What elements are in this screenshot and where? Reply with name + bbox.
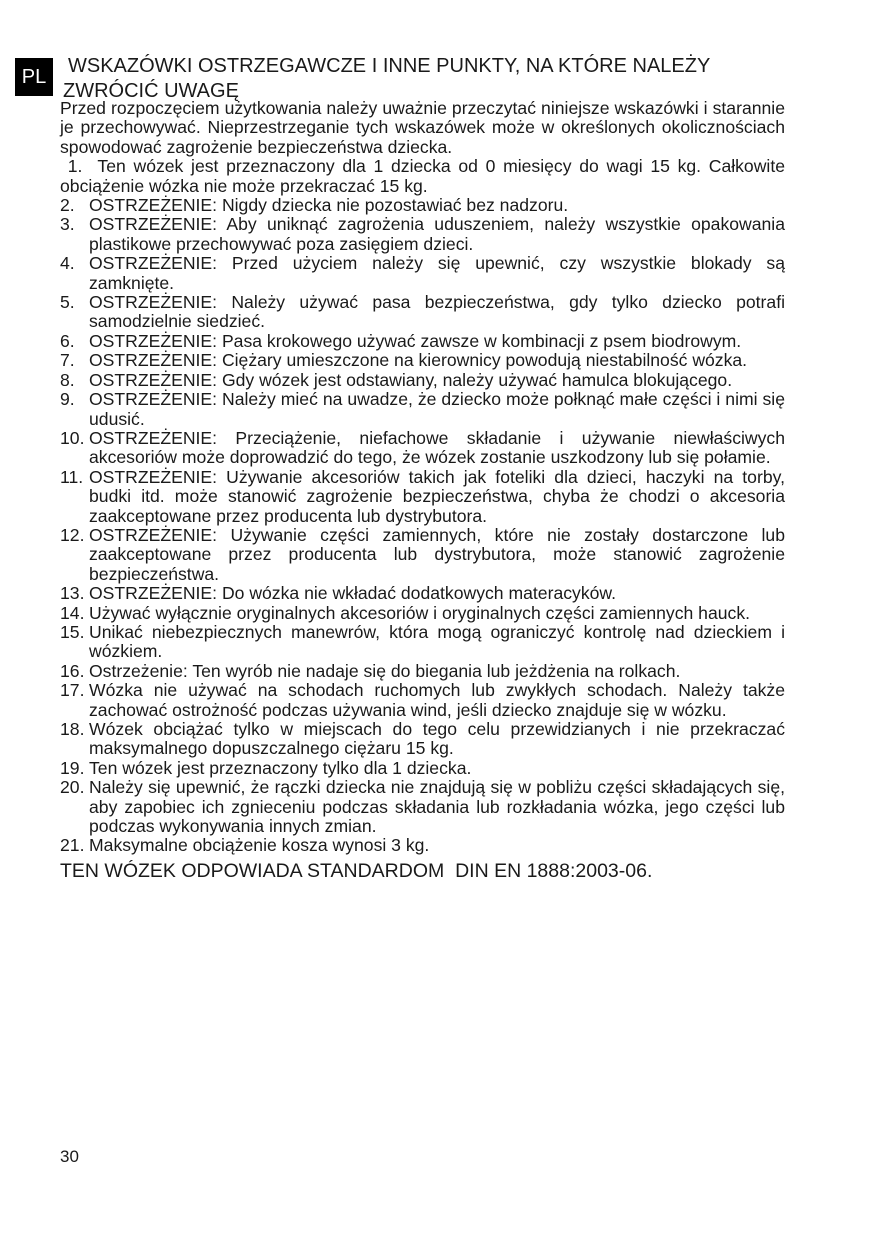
list-item-text: Używać wyłącznie oryginalnych akcesoriów i oryginalnych części zamiennych hauck. xyxy=(89,602,751,623)
list-item xyxy=(60,215,785,254)
list-item-number: 15. xyxy=(60,621,85,642)
list-item-number: 10. xyxy=(60,427,85,448)
page-number: 30 xyxy=(60,1147,79,1166)
list-item xyxy=(60,293,785,332)
list-item-text: Maksymalne obciążenie kosza wynosi 3 kg. xyxy=(89,835,430,856)
list-item-text: OSTRZEŻENIE: Przeciążenie, niefachowe składanie i używanie niewłaściwych akcesoriów może doprowadzić do tego, że wózek zostanie uszkodzony lub się połamie. xyxy=(89,427,785,468)
page-title xyxy=(63,54,803,104)
list-item xyxy=(60,390,785,429)
list-item-text: Wózka nie używać na schodach ruchomych lub zwykłych schodach. Należy także zachować ostrożność podczas używania wind, jeśli dziecko znajduje się w wózku. xyxy=(89,680,785,720)
intro-paragraph: Przed rozpoczęciem użytkowania należy uważnie przeczytać niniejsze wskazówki i starannie je przechowywać. Nieprzestrzeganie tych wskazówek może w określonych okolicznościach spowodować zagrożenie bezpieczeństwa dziecka. xyxy=(60,98,785,157)
standard-statement: TEN WÓZEK ODPOWIADA STANDARDOM DIN EN 1888:2003-06. xyxy=(60,859,653,882)
list-item xyxy=(60,604,785,623)
list-item-number: 5. xyxy=(60,292,75,313)
list-item-text: Wózek obciążać tylko w miejscach do tego celu przewidzianych i nie przekraczać maksymalnego dopuszczalnego ciężaru 15 kg. xyxy=(89,719,785,759)
list-item xyxy=(60,623,785,662)
list-item xyxy=(60,371,785,390)
list-item xyxy=(60,351,785,370)
list-item-number: 16. xyxy=(60,660,85,681)
list-item-text: OSTRZEŻENIE: Używanie części zamiennych, które nie zostały dostarczone lub zaakceptowane przez producenta lub dystrybutora, może stanowić zagrożenie bezpieczeństwa. xyxy=(89,524,785,584)
list-item xyxy=(60,778,785,836)
list-item xyxy=(60,836,785,855)
list-item-text: Unikać niebezpiecznych manewrów, która mogą ograniczyć kontrolę nad dzieckiem i wózkiem. xyxy=(89,621,785,662)
list-item-number: 11. xyxy=(60,466,84,487)
list-item xyxy=(60,584,785,603)
list-item-number: 13. xyxy=(60,583,85,604)
list-item-text: OSTRZEŻENIE: Do wózka nie wkładać dodatkowych materacyków. xyxy=(89,583,617,604)
list-item-number: 3. xyxy=(60,214,75,235)
list-item-number: 21. xyxy=(60,835,85,856)
list-item xyxy=(60,254,785,293)
list-item xyxy=(60,526,785,584)
list-item-number: 19. xyxy=(60,757,85,778)
list-item-text: OSTRZEŻENIE: Aby uniknąć zagrożenia uduszeniem, należy wszystkie opakowania plastikowe przechowywać poza zasięgiem dzieci. xyxy=(89,214,785,254)
list-item-text: OSTRZEŻENIE: Pasa krokowego używać zawsze w kombinacji z psem biodrowym. xyxy=(89,330,742,351)
list-item xyxy=(60,429,785,468)
list-item-text: OSTRZEŻENIE: Należy używać pasa bezpieczeństwa, gdy tylko dziecko potrafi samodzielnie siedzieć. xyxy=(89,292,785,332)
language-badge: PL xyxy=(15,58,53,96)
list-item-number: 7. xyxy=(60,350,75,371)
list-item-text: OSTRZEŻENIE: Należy mieć na uwadze, że dziecko może połknąć małe części i nimi się udusić. xyxy=(89,389,785,429)
list-item-number: 9. xyxy=(60,389,75,410)
list-item-number: 18. xyxy=(60,719,85,739)
list-item xyxy=(60,681,785,720)
list-item-text: OSTRZEŻENIE: Przed użyciem należy się upewnić, czy wszystkie blokady są zamknięte. xyxy=(89,253,785,293)
list-item-number: 6. xyxy=(60,330,75,351)
list-item xyxy=(60,332,785,351)
title-line-1: WSKAZÓWKI OSTRZEGAWCZE I INNE PUNKTY, NA KTÓRE NALEŻY xyxy=(68,55,711,77)
list-item-number: 2. xyxy=(60,195,75,216)
instructions-body xyxy=(60,98,790,883)
list-item-number: 4. xyxy=(60,253,75,274)
list-item-number: 20. xyxy=(60,777,85,798)
list-item-text: Ostrzeżenie: Ten wyrób nie nadaje się do biegania lub jeżdżenia na rolkach. xyxy=(89,660,681,681)
list-item-number: 17. xyxy=(60,680,85,701)
list-item-text: Ten wózek jest przeznaczony tylko dla 1 dziecka. xyxy=(89,757,472,778)
list-item xyxy=(60,468,785,526)
list-item-text: OSTRZEŻENIE: Nigdy dziecka nie pozostawiać bez nadzoru. xyxy=(89,195,569,216)
list-item-text: Należy się upewnić, że rączki dziecka nie znajdują się w pobliżu części składających się, aby zapobiec ich zgnieceniu podczas składania lub rozkładania wózka, jego części lub podczas wykonywania innych zmian. xyxy=(89,777,785,837)
list-item xyxy=(60,196,785,215)
warnings-list xyxy=(60,196,785,856)
list-item-number: 12. xyxy=(60,524,85,545)
list-item xyxy=(60,759,785,778)
list-item-text: OSTRZEŻENIE: Ciężary umieszczone na kierownicy powodują niestabilność wózka. xyxy=(89,350,748,371)
list-item xyxy=(60,662,785,681)
list-item xyxy=(60,720,785,759)
list-item-number: 14. xyxy=(60,602,85,623)
list-item-1: 1. Ten wózek jest przeznaczony dla 1 dziecka od 0 miesięcy do wagi 15 kg. Całkowite obciążenie wózka nie może przekraczać 15 kg. xyxy=(60,156,790,196)
list-item-number: 8. xyxy=(60,369,75,390)
title-line-2: ZWRÓCIĆ UWAGĘ xyxy=(63,80,239,102)
list-item-text: OSTRZEŻENIE: Używanie akcesoriów takich jak foteliki dla dzieci, haczyki na torby, budki itd. może stanowić zagrożenie bezpieczeństwa, chyba że chodzi o akcesoria zaakceptowane przez producenta lub dystrybutora. xyxy=(89,466,785,526)
list-item-text: OSTRZEŻENIE: Gdy wózek jest odstawiany, należy używać hamulca blokującego. xyxy=(89,369,733,390)
